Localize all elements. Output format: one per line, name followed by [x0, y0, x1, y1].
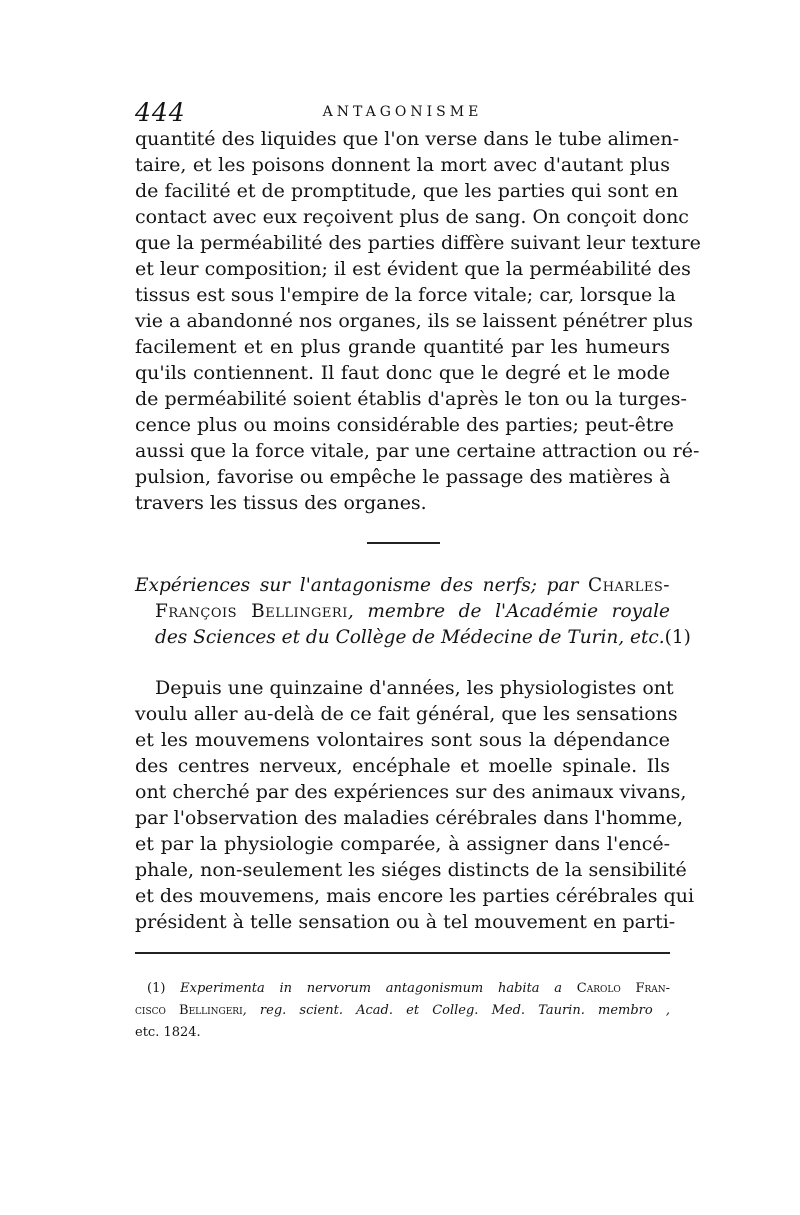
footnote-marker: (1) [147, 981, 166, 996]
text-line: que la perméabilité des parties diffère suivant leur texture [135, 232, 701, 254]
text-line: contact avec eux reçoivent plus de sang. On conçoit donc [135, 206, 689, 228]
footnote-reference: (1) [664, 627, 691, 648]
text-line: ont cherché par des expériences sur des animaux vivans, [135, 781, 687, 803]
title-text: , membre de l'Académie royale [347, 601, 671, 622]
text-line: aussi que la force vitale, par une certaine attraction ou ré- [135, 440, 700, 462]
text-line: taire, et les poisons donnent la mort avec d'autant plus [135, 154, 670, 176]
text-line: et les mouvemens volontaires sont sous la dépendance [135, 729, 670, 751]
text-line: et leur composition; il est évident que la perméabilité des [135, 258, 691, 280]
footnote-author: cisco Bellingeri [135, 1003, 243, 1018]
text-line: travers les tissus des organes. [135, 492, 427, 514]
text-line: facilement et en plus grande quantité par les humeurs [135, 336, 670, 358]
title-text: Expériences sur l'antagonisme des nerfs; par [135, 575, 579, 596]
text-line: et par la physiologie comparée, à assigner dans l'encé- [135, 833, 670, 855]
text-line: de perméabilité soient établis d'après le ton ou la turges- [135, 388, 687, 410]
page-number: 444 [135, 98, 186, 127]
footnote-author: Carolo Fran- [576, 981, 671, 996]
running-head: ANTAGONISME [322, 104, 483, 120]
text-line: Depuis une quinzaine d'années, les physiologistes ont [155, 677, 674, 699]
title-line [155, 625, 691, 651]
footnote-text: Experimenta in nervorum antagonismum habita a [180, 981, 563, 996]
title-text: des Sciences et du Collège de Médecine de Turin, etc. [155, 627, 665, 648]
footnote-text: , reg. scient. Acad. et Colleg. Med. Taurin. membro , [242, 1003, 670, 1018]
text-line: phale, non-seulement les siéges distincts de la sensibilité [135, 859, 687, 881]
title-line [135, 573, 670, 599]
text-line: président à telle sensation ou à tel mouvement en parti- [135, 911, 676, 933]
title-line [155, 599, 670, 625]
text-line: qu'ils contiennent. Il faut donc que le degré et le mode [135, 362, 670, 384]
text-line: tissus est sous l'empire de la force vitale; car, lorsque la [135, 284, 676, 306]
text-line: vie a abandonné nos organes, ils se laissent pénétrer plus [135, 310, 693, 332]
text-line: et des mouvemens, mais encore les parties cérébrales qui [135, 885, 695, 907]
text-line: des centres nerveux, encéphale et moelle spinale. Ils [135, 755, 670, 777]
author-name: François Bellingeri [155, 601, 348, 622]
text-line: par l'observation des maladies cérébrales dans l'homme, [135, 807, 684, 829]
footnote-line: etc. 1824. [135, 1025, 201, 1040]
text-line: cence plus ou moins considérable des parties; peut-être [135, 414, 674, 436]
text-line: quantité des liquides que l'on verse dans le tube alimen- [135, 128, 680, 150]
text-line: de facilité et de promptitude, que les parties qui sont en [135, 180, 679, 202]
footnote-line [147, 978, 670, 1000]
text-line: voulu aller au-delà de ce fait général, que les sensations [135, 703, 678, 725]
footnote-line [135, 1000, 670, 1022]
author-name: Charles- [588, 575, 670, 596]
text-line: pulsion, favorise ou empêche le passage des matières à [135, 466, 671, 488]
footnote-divider [135, 952, 670, 954]
section-divider [367, 542, 440, 544]
